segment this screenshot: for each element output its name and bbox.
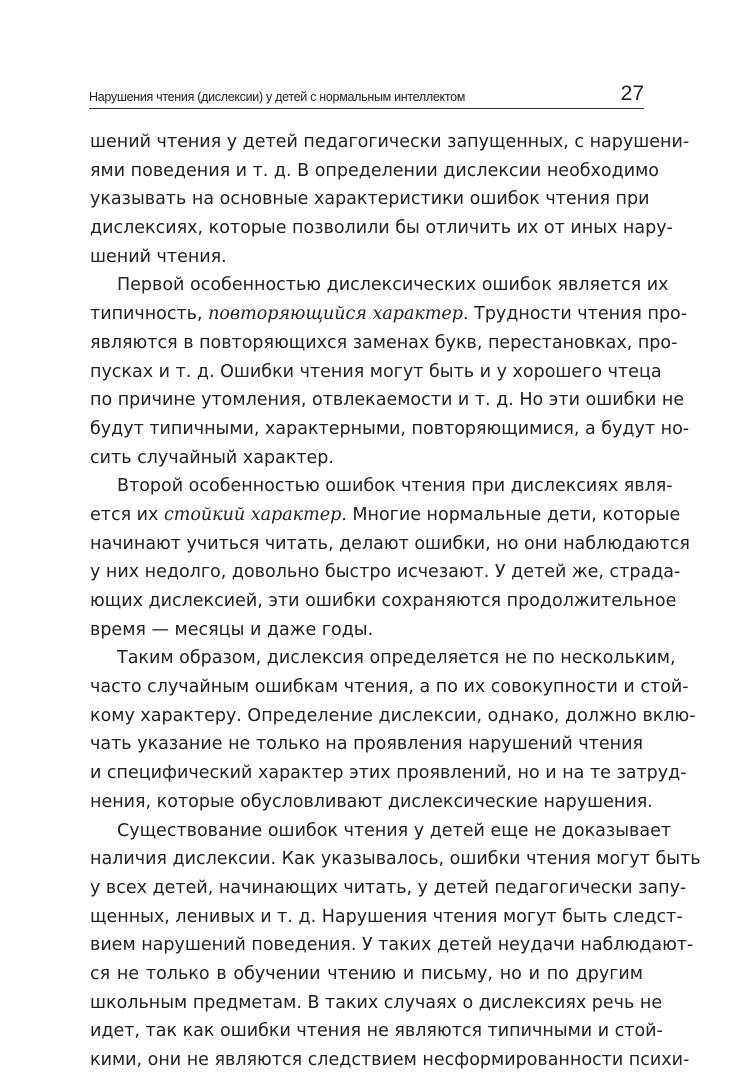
text-line <box>90 501 681 530</box>
text-line <box>90 300 688 329</box>
text-run: Второй особенностью ошибок чтения при дислексиях явля- <box>117 476 673 497</box>
running-title: Нарушения чтения (дислексии) у детей с нормальным интеллектом <box>89 90 466 104</box>
text-run: Многие нормальные дети, которые <box>346 504 681 525</box>
text-run: нения, которые обусловливают дислексические нарушения. <box>90 791 653 812</box>
text-run: идет, так как ошибки чтения не являются типичными и стой- <box>90 1021 663 1042</box>
page-body <box>90 128 701 1075</box>
text-run: у них недолго, довольно быстро исчезают. У детей же, страда- <box>90 562 681 583</box>
text-line <box>90 616 643 645</box>
text-line <box>90 989 663 1018</box>
text-run: пусках и т. д. Ошибки чтения могут быть и у хорошего чтеца <box>90 361 662 382</box>
text-run: ями поведения и т. д. В определении дислексии необходимо <box>90 160 660 181</box>
text-run: у всех детей, начинающих читать, у детей педагогически запу- <box>90 877 687 898</box>
paragraph <box>90 817 701 1075</box>
text-line <box>90 386 685 415</box>
text-line <box>90 472 673 501</box>
paragraph <box>90 644 696 816</box>
text-run: кими, они не являются следствием несформированности психи- <box>90 1050 690 1070</box>
text-line <box>90 931 694 960</box>
italic-emphasis: повторяющийся характер. <box>208 304 469 325</box>
text-line <box>90 845 701 874</box>
text-run: и специфический характер этих проявлений, но и на те затруд- <box>90 763 687 784</box>
text-line <box>90 702 696 731</box>
text-line <box>90 759 687 788</box>
text-run: Трудности чтения про- <box>468 304 688 325</box>
text-line <box>90 358 662 387</box>
text-run: часто случайным ошибкам чтения, а по их совокупности и стой- <box>90 677 689 698</box>
text-line <box>90 243 643 272</box>
text-run: ющих дислексией, эти ошибки сохраняются продолжительное <box>90 591 677 611</box>
text-run: шений чтения у детей педагогически запущенных, с нарушени- <box>90 132 690 152</box>
text-line <box>90 673 689 702</box>
text-run: указывать на основные характеристики ошибок чтения при <box>90 189 650 210</box>
text-run: вием нарушений поведения. У таких детей неудачи наблюдают- <box>90 935 694 956</box>
italic-emphasis: стойкий характер. <box>163 504 347 525</box>
text-run: Таким образом, дислексия определяется не по нескольким, <box>117 648 676 669</box>
paragraph <box>90 472 690 644</box>
text-run: шений чтения. <box>90 246 227 267</box>
text-line <box>90 960 643 989</box>
text-run: время — месяцы и даже годы. <box>90 619 374 640</box>
text-run: щенных, ленивых и т. д. Нарушения чтения могут быть следст- <box>90 906 683 927</box>
text-line <box>90 730 643 759</box>
text-line <box>90 329 678 358</box>
text-line <box>90 587 677 616</box>
text-line <box>90 530 690 559</box>
text-line <box>90 788 653 817</box>
text-line <box>90 185 650 214</box>
text-line <box>90 128 690 157</box>
text-run: начинают учиться читать, делают ошибки, но они наблюдаются <box>90 533 690 554</box>
text-line <box>90 558 681 587</box>
paragraph <box>90 128 690 271</box>
text-run: школьным предметам. В таких случаях о дислексиях речь не <box>90 992 663 1013</box>
text-run: кому характеру. Определение дислексии, однако, должно вклю- <box>90 705 696 726</box>
running-header <box>89 82 644 109</box>
text-line <box>90 644 676 673</box>
text-line <box>90 271 669 300</box>
text-line <box>90 1046 690 1075</box>
text-run: являются в повторяющихся заменах букв, перестановках, про- <box>90 332 678 353</box>
text-line <box>90 157 660 186</box>
text-run: наличия дислексии. Как указывалось, ошибки чтения могут быть <box>90 849 701 870</box>
text-run: ется их <box>90 504 164 525</box>
text-line <box>90 1017 663 1046</box>
text-run: типичность, <box>90 304 209 325</box>
text-run: Существование ошибок чтения у детей еще не доказывает <box>117 820 672 841</box>
text-line <box>90 874 687 903</box>
text-run: по причине утомления, отвлекаемости и т. д. Но эти ошибки не <box>90 390 685 411</box>
text-line <box>90 214 673 243</box>
text-run: дислексиях, которые позволили бы отличить их от иных нару- <box>90 218 673 239</box>
text-run: сить случайный характер. <box>90 447 334 468</box>
text-line <box>90 903 683 932</box>
text-line <box>90 415 690 444</box>
text-run: ся не только в обучении чтению и письму, но и по другим <box>90 963 643 984</box>
text-run: чать указание не только на проявления нарушений чтения <box>90 734 643 755</box>
text-run: будут типичными, характерными, повторяющимися, а будут но- <box>90 418 690 439</box>
text-line <box>90 817 672 846</box>
text-run: Первой особенностью дислексических ошибок является их <box>117 275 669 296</box>
text-line <box>90 444 643 473</box>
page-number: 27 <box>620 82 644 105</box>
paragraph <box>90 271 690 472</box>
